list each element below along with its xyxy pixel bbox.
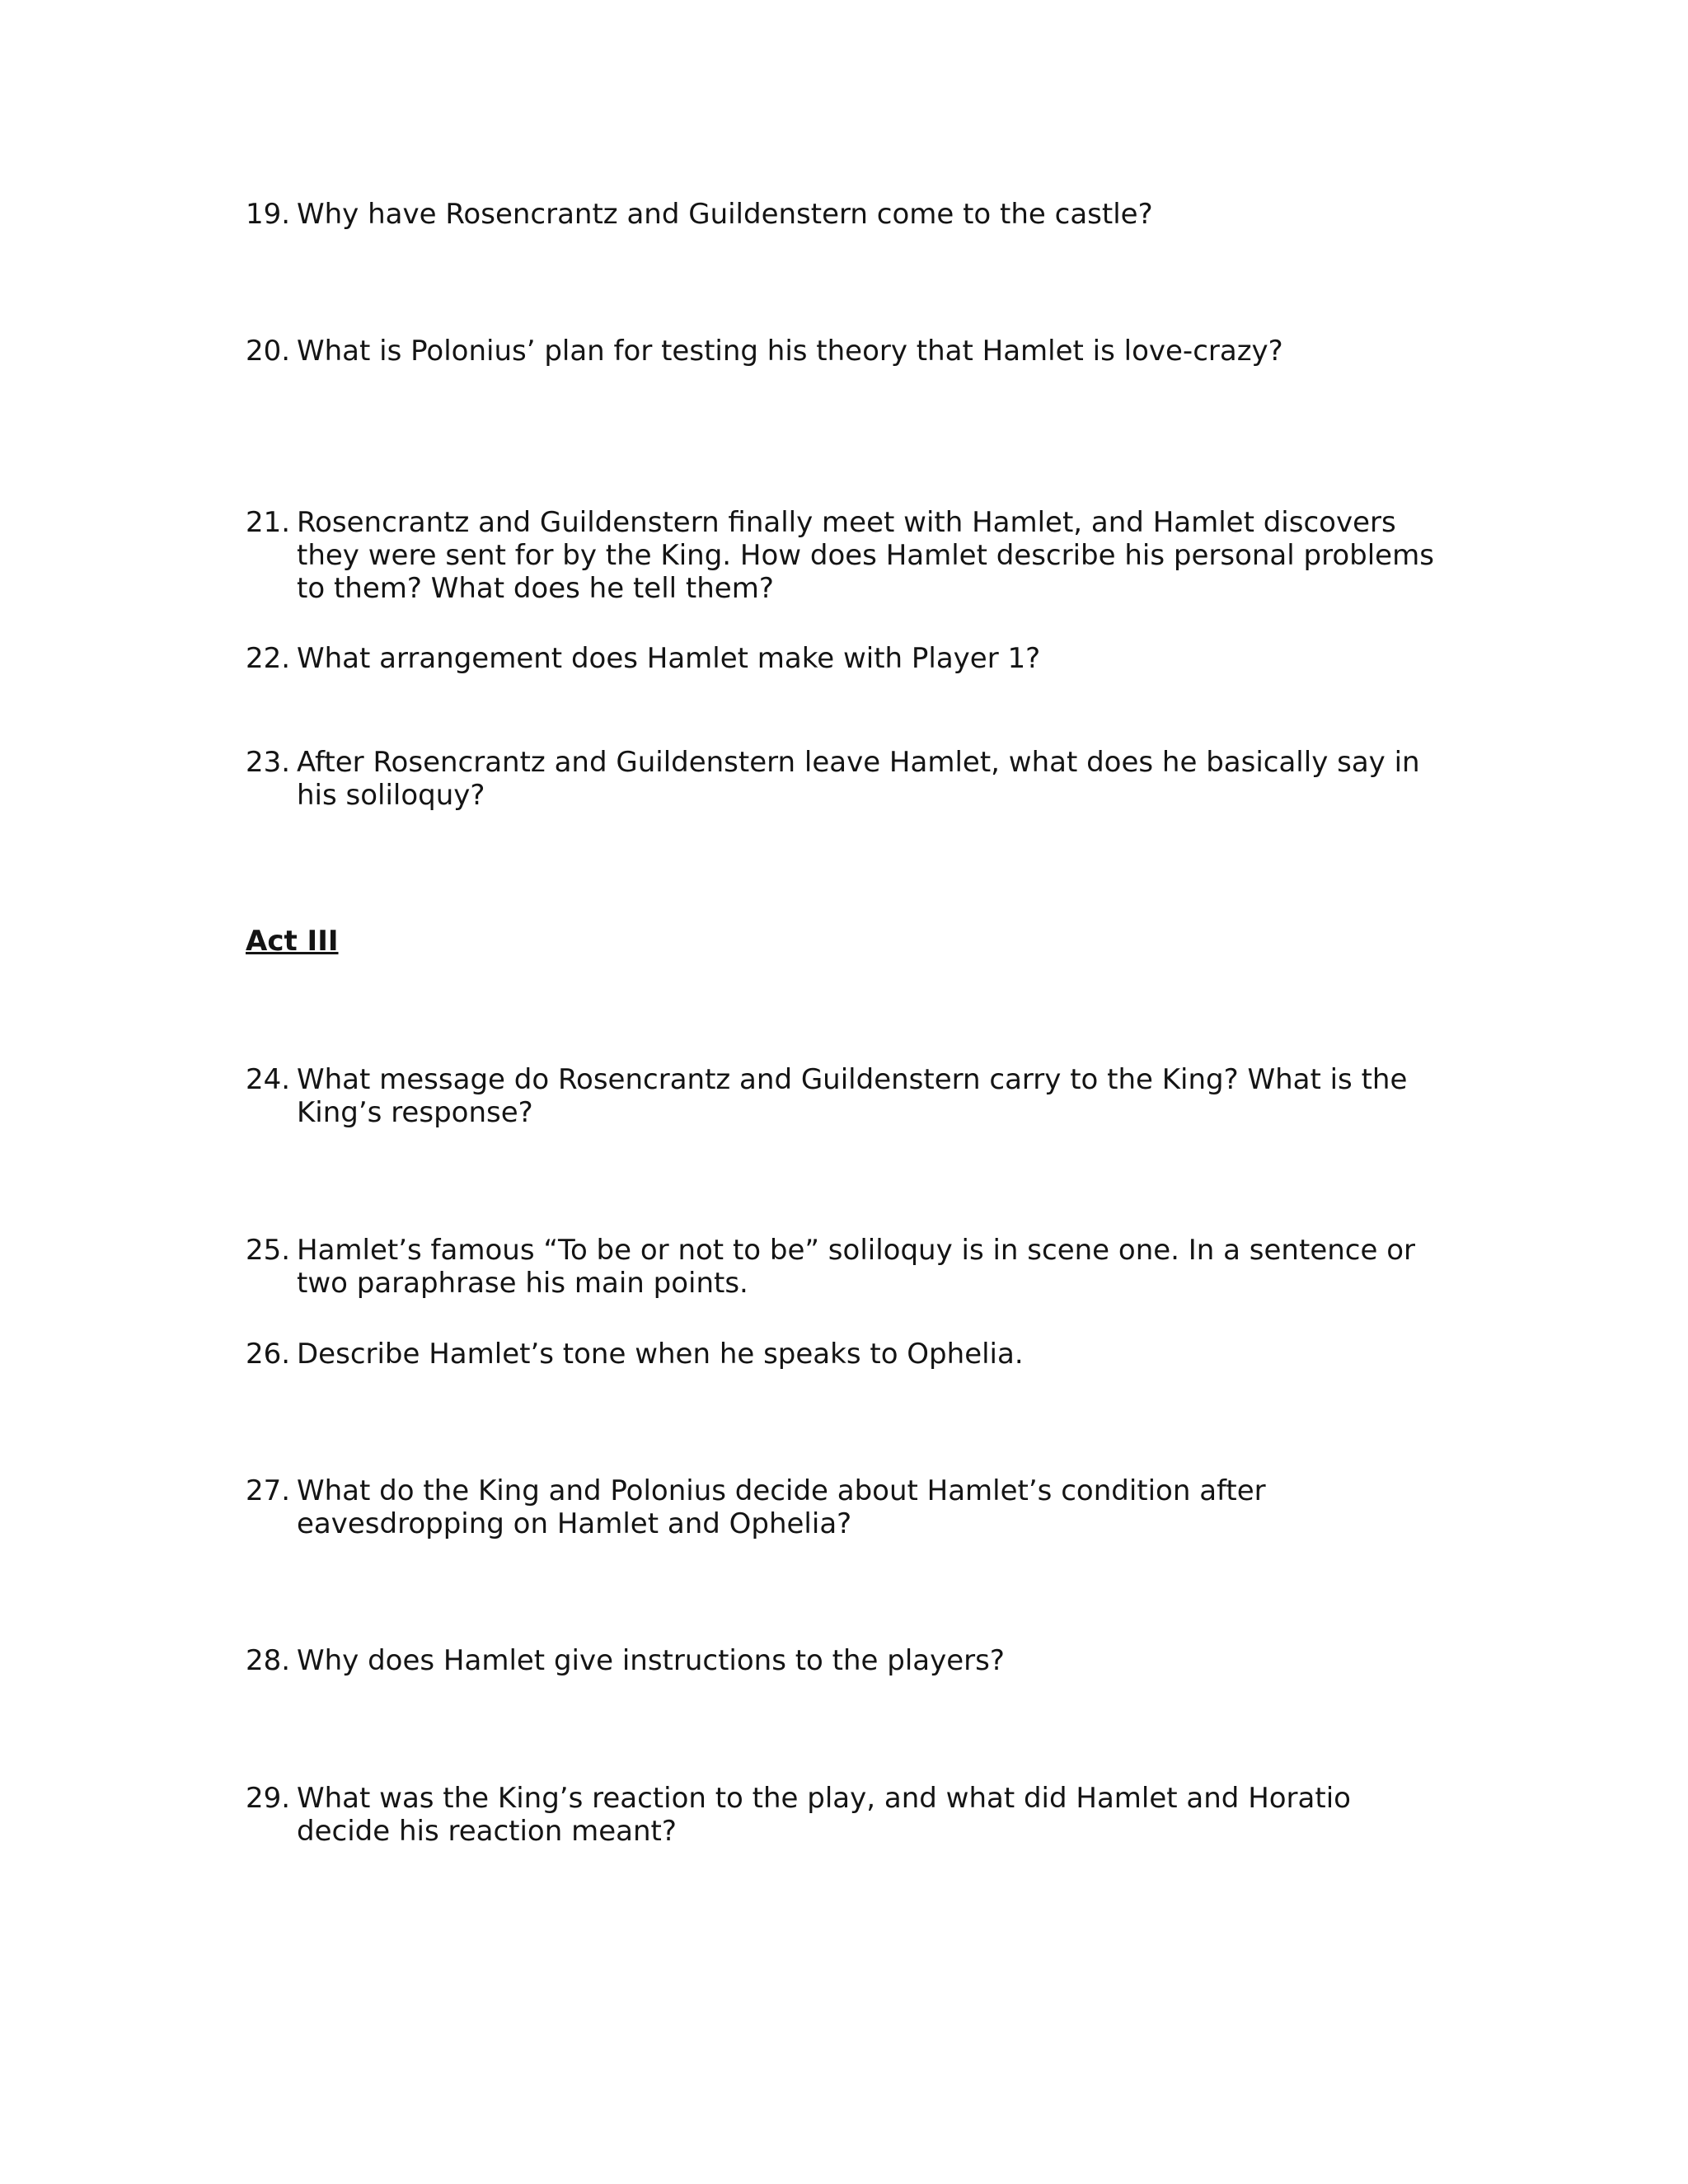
question-text: What is Polonius’ plan for testing his theory that Hamlet is love-crazy? <box>297 335 1283 368</box>
question-20 <box>246 335 1449 368</box>
question-text: Why have Rosencrantz and Guildenstern come to the castle? <box>297 198 1153 231</box>
question-text-continued: decide his reaction meant? <box>297 1815 677 1848</box>
section-heading: Act III <box>246 925 339 958</box>
question-text: After Rosencrantz and Guildenstern leave Hamlet, what does he basically say in <box>297 746 1420 779</box>
question-number: 22. <box>246 642 291 675</box>
question-29 <box>246 1782 1449 1848</box>
question-number: 26. <box>246 1338 291 1371</box>
question-23 <box>246 746 1449 812</box>
question-25 <box>246 1234 1449 1300</box>
question-number: 24. <box>246 1063 291 1096</box>
question-text-continued: eavesdropping on Hamlet and Ophelia? <box>297 1507 852 1540</box>
question-text-continued: King’s response? <box>297 1096 533 1129</box>
question-text: What message do Rosencrantz and Guildenstern carry to the King? What is the <box>297 1063 1408 1096</box>
question-number: 27. <box>246 1474 291 1507</box>
question-text-continued: his soliloquy? <box>297 779 485 812</box>
question-number: 20. <box>246 335 291 368</box>
question-text: What do the King and Polonius decide about Hamlet’s condition after <box>297 1474 1266 1507</box>
question-text: Hamlet’s famous “To be or not to be” soliloquy is in scene one. In a sentence or <box>297 1234 1415 1267</box>
question-27 <box>246 1474 1449 1540</box>
question-24 <box>246 1063 1449 1129</box>
question-text-continued: they were sent for by the King. How does Hamlet describe his personal problems <box>297 539 1434 572</box>
question-21 <box>246 506 1449 605</box>
question-text: Why does Hamlet give instructions to the players? <box>297 1644 1005 1677</box>
question-text: Rosencrantz and Guildenstern finally meet with Hamlet, and Hamlet discovers <box>297 506 1396 539</box>
question-19 <box>246 198 1449 231</box>
question-number: 28. <box>246 1644 291 1677</box>
question-text-continued: to them? What does he tell them? <box>297 572 774 605</box>
question-text-continued: two paraphrase his main points. <box>297 1267 748 1300</box>
question-22 <box>246 642 1449 675</box>
question-text: Describe Hamlet’s tone when he speaks to Ophelia. <box>297 1338 1024 1371</box>
question-number: 29. <box>246 1782 291 1815</box>
question-26 <box>246 1338 1449 1371</box>
question-text: What was the King’s reaction to the play, and what did Hamlet and Horatio <box>297 1782 1351 1815</box>
question-28 <box>246 1644 1449 1677</box>
question-number: 19. <box>246 198 291 231</box>
question-number: 21. <box>246 506 291 539</box>
question-text: What arrangement does Hamlet make with Player 1? <box>297 642 1041 675</box>
question-number: 23. <box>246 746 291 779</box>
question-number: 25. <box>246 1234 291 1267</box>
